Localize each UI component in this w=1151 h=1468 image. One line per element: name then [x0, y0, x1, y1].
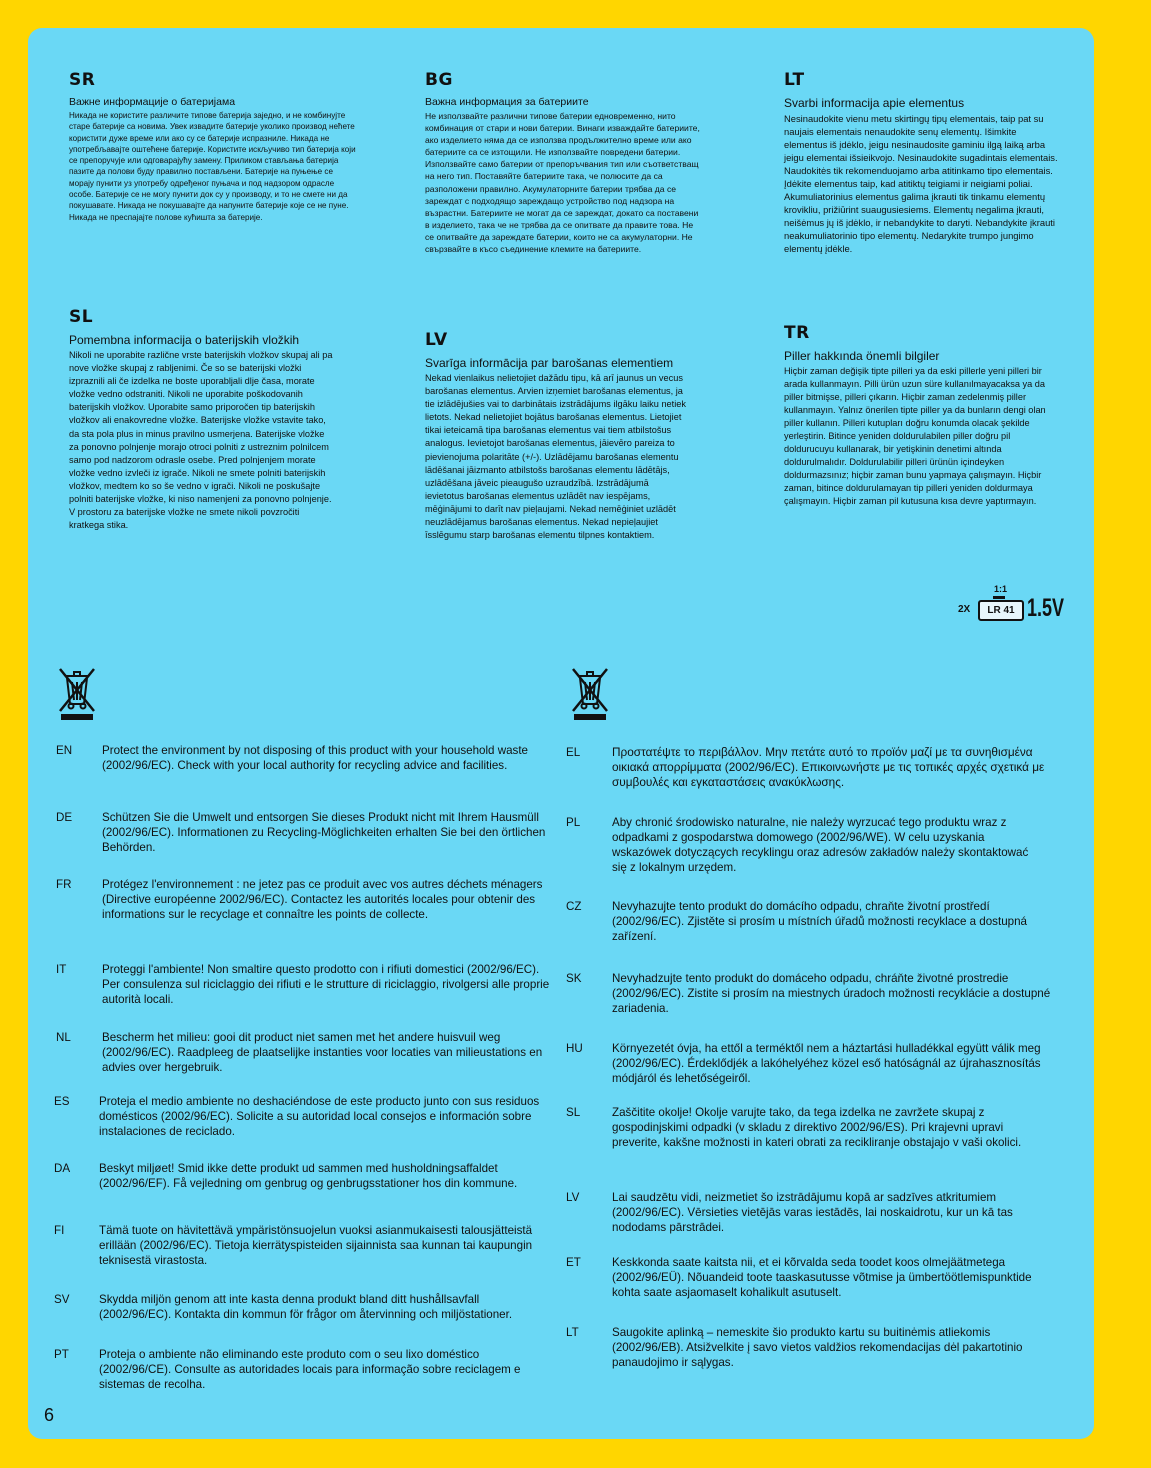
disposal-item-it — [56, 962, 550, 1007]
language-code: IT — [56, 963, 67, 976]
section-title: Важна информация за батериите — [425, 96, 589, 108]
disposal-item-de — [56, 810, 550, 855]
battery-scale: 1:1 — [994, 584, 1008, 594]
language-code: SV — [54, 1293, 70, 1306]
battery-icon — [978, 600, 1024, 621]
language-code: FI — [54, 1224, 65, 1237]
section-code: SR — [69, 70, 96, 90]
section-code: BG — [425, 70, 453, 90]
section-body: Nikoli ne uporabite različne vrste baterijskih vložkov skupaj ali pa nove vložke skupaj z rabljenimi. Če so se baterijski vložki izpraznili ali če izdelka ne boste uporabljali dlje časa, morate vložke vedno odstraniti. Nikoli ne uporabite poškodovanih baterijskih vložkov. Uporabite samo priporočen tip baterijskih vložkov ali enakovredne vložke. Baterijske vložke vstavite tako, da sta pola plus in minus pravilno usmerjena. Baterijske vložke za ponovno polnjenje morajo otroci polniti z ustreznim polnilcem samo pod nadzorom odrasle osebe. Pred polnjenjem morate vložke vedno izvleči iz igrače. Nikoli ne smete polniti baterijskih vložkov, medtem ko so še vedno v igrači. Nikoli ne poskušajte polniti baterijske vložke, ki niso namenjeni za ponovno polnjenje. V prostoru za baterijske vložke ne smete nikoli povzročiti kratkega stika. — [69, 350, 333, 531]
disposal-item-sk — [566, 971, 1052, 1016]
disposal-text: Protégez l'environnement : ne jetez pas ce produit avec vos autres déchets ménagers (Directive européenne 2002/96/EC). Contactez les autorités locales pour obtenir des informations sur le recyclage et connaître les points de collecte. — [102, 878, 543, 921]
disposal-item-lv — [566, 1190, 1060, 1235]
battery-section-tr — [784, 323, 1060, 508]
language-code: HU — [566, 1042, 583, 1055]
language-code: FR — [56, 878, 72, 891]
battery-section-lt — [784, 70, 1060, 255]
language-code: ET — [566, 1256, 581, 1269]
language-code: EN — [56, 744, 73, 757]
language-code: DE — [56, 811, 73, 824]
battery-section-sl — [69, 307, 333, 532]
disposal-text: Proteja el medio ambiente no deshaciéndose de este producto junto con sus residuos domésticos (2002/96/EC). Solicite a su autoridad local consejos e información sobre instalaciones de reciclado. — [99, 1095, 540, 1138]
language-code: LT — [566, 1326, 579, 1339]
disposal-text: Nevyhadzujte tento produkt do domáceho odpadu, chráňte životné prostredie (2002/96/EC). Zistite si prosím na miestnych úradoch možnosti recyklácie a dostupné zariadenia. — [612, 972, 1051, 1015]
disposal-text: Bescherm het milieu: gooi dit product niet samen met het andere huisvuil weg (2002/96/EC). Raadpleeg de plaatselijke instanties voor locaties van milieustations en advies over hergebruik. — [102, 1031, 543, 1074]
battery-terminal — [993, 596, 1005, 599]
language-code: SL — [566, 1106, 581, 1119]
disposal-text: Beskyt miljøet! Smid ikke dette produkt ud sammen med husholdningsaffaldet (2002/96/EF). Få vejledning om genbrug og genbrugsstationer hos din kommune. — [99, 1162, 518, 1190]
disposal-item-hu — [566, 1041, 1060, 1086]
section-code: SL — [69, 307, 94, 327]
section-body: Nekad vienlaikus nelietojiet dažādu tipu, kā arī jaunus un vecus barošanas elementus. Arvien izņemiet barošanas elementus, ja tie izlādējušies vai to darbinātais izstrādājums ilgāku laiku netiek lietots. Nekad nelietojiet bojātus barošanas elementus. Lietojiet tikai ieteicamā tipa barošanas elementus vai tiem atbilstošus analogus. Ievietojot barošanas elementus, jāievēro pareiza to pievienojuma polaritāte (+/-). Uzlādējamu barošanas elementu lādēšanai jāizmanto atbilstošs barošanas elementu lādētājs, uzlādēšana jāveic pieaugušo uzraudzībā. Izstrādājumā ievietotus barošanas elementus uzlādēt nav iespējams, mēģinājumi to darīt nav pieļaujami. Nekad nemēģiniet uzlādēt neuzlādējamus barošanas elementus. Nekad nepieļaujiet īsslēgumu starp barošanas elementu tilpnes kontaktiem. — [425, 373, 686, 541]
disposal-item-sv — [54, 1292, 547, 1322]
language-code: ES — [54, 1095, 70, 1108]
disposal-text: Schützen Sie die Umwelt und entsorgen Sie dieses Produkt nicht mit Ihrem Hausmüll (2002/96/EC). Informationen zu Recycling-Möglichkeiten erhalten Sie bei den örtlichen Behörden. — [102, 811, 546, 854]
disposal-text: Skydda miljön genom att inte kasta denna produkt bland ditt hushållsavfall (2002/96/EC). Kontakta din kommun för frågor om återvinning och miljöstationer. — [99, 1293, 513, 1321]
battery-type: LR 41 — [987, 605, 1015, 616]
language-code: SK — [566, 972, 582, 985]
section-title: Важне информације о батеријама — [69, 96, 236, 108]
section-code: LV — [425, 330, 448, 350]
section-body: Никада не користите различите типове батерија заједно, и не комбинујте старе батерије са новима. Увек извадите батерије уколико производ нећете користити дуже време или ако су се батерије испразниле. Никада не употребљавајте оштећене батерије. Користите искључиво тип батерија који се препоручује или одговарајућу замену. Приликом стављања батерија пазите да полови буду правилно постављени. Батерије на пуњење се морају пунити уз употребу одређеног пуњача и под надзором одрасле особе. Батерије се не могу пунити док су у производу, и то не смете ни да покушавате. Никада не покушавајте да напуните батерије које се не пуне. Никада не преспајајте полове кућишта за батерије. — [69, 111, 356, 222]
section-title: Svarīga informācija par barošanas elementiem — [425, 356, 674, 370]
language-code: NL — [56, 1031, 71, 1044]
disposal-text: Proteja o ambiente não eliminando este produto com o seu lixo doméstico (2002/96/CE). Consulte as autoridades locais para informação sobre reciclagem e sistemas de recolha. — [99, 1348, 521, 1391]
disposal-text: Lai saudzētu vidi, neizmetiet šo izstrādājumu kopā ar sadzīves atkritumiem (2002/96/EC). Vērsieties vietējās varas iestādēs, lai noskaidrotu, kur un kā tas nododams pārstrādei. — [612, 1191, 1013, 1234]
battery-voltage: 1.5V — [1027, 594, 1065, 622]
crossed-bin-icon — [57, 666, 97, 722]
section-body: Не използвайте различни типове батерии едновременно, нито комбинация от стари и нови батерии. Винаги изваждайте батериите, ако изделието няма да се използва продължително време или ако батериите са се изтощили. Не използвайте повредени батерии. Използвайте само батерии от препоръчвания тип или съответстващ на него тип. Поставяйте батериите така, че полюсите да са разположени правилно. Акумулаторните батерии трябва да се зареждат с подходящо зареждащо устройство под надзора на възрастни. Батериите не могат да се зареждат, докато са поставени в изделието, така че не трябва да се опитвате да правите това. Не се опитвайте да зареждате батерии, които не са акумулаторни. Не свързвайте в късо съединение клемите на батериите. — [425, 111, 700, 255]
disposal-text: Proteggi l'ambiente! Non smaltire questo prodotto con i rifiuti domestici (2002/96/EC). Per consulenza sul riciclaggio dei rifiuti e le strutture di riciclaggio, rivolgersi alle proprie autorità locali. — [102, 963, 550, 1006]
section-code: LT — [784, 70, 805, 90]
section-title: Pomembna informacija o baterijskih vložkih — [69, 333, 300, 347]
language-code: PL — [566, 816, 581, 829]
battery-section-bg — [425, 70, 703, 255]
disposal-text: Προστατέψτε το περιβάλλον. Μην πετάτε αυτό το προϊόν μαζί με τα συνηθισμένα οικιακά απορρίμματα (2002/96/EC). Επικοινωνήστε με τις τοπικές αρχές σχετικά με συμβουλές και εγκαταστάσεις ανακύκλωσης. — [612, 745, 1045, 789]
disposal-item-nl — [56, 1030, 550, 1075]
language-code: PT — [54, 1348, 69, 1361]
disposal-item-da — [54, 1161, 547, 1191]
section-body: Nesinaudokite vienu metu skirtingų tipų elementais, taip pat su naujais elementais nenaudokite senų elementų. Išimkite elementus iš įdėklo, jeigu nesinaudosite gaminiu ilgą laiką arba jeigu elementai išsieikvojo. Nesinaudokite sugadintais elementais. Naudokitės tik rekomenduojamo arba atitinkamo tipo elementais. Įdėkite elementus taip, kad atitiktų teigiami ir neigiami poliai. Akumuliatorinius elementus galima įkrauti tik tinkamu elementų krovikliu, prižiūrint suaugusiesiems. Elementų negalima įkrauti, neišėmus jų iš įdėklo, ir nebandykite to daryti. Nebandykite įkrauti neakumuliatorinio tipo elementų. Nedarykite trumpo jungimo elementų įdėkle. — [784, 113, 1058, 254]
disposal-item-pl — [566, 815, 1032, 875]
section-body: Hiçbir zaman değişik tipte pilleri ya da eski pillerle yeni pilleri bir arada kullanmayın. Pilli ürün uzun süre kullanılmayacaksa ya da piller bitmişse, pilleri çıkarın. Hiçbir zaman zedelenmiş piller kullanmayın. Yalnız önerilen tipte piller ya da bunların dengi olan piller kullanın. Pilleri kutupları doğru konumda olacak şekilde yerleştirin. Bitince yeniden doldurulabilen piller doğru pil doldurucuyu kullanarak, bir yetişkinin denetimi altında doldurulmalıdır. Doldurulabilir pilleri ürünün içindeyken doldurmazsınız; hiçbir zaman bunu yapmaya çalışmayın. Hiçbir zaman, bitince doldurulamayan tip pilleri yeniden doldurmaya çalışmayın. Hiçbir zaman pil kutusuna kısa devre yaptırmayın. — [784, 366, 1046, 506]
disposal-item-el — [566, 745, 1060, 790]
disposal-text: Protect the environment by not disposing of this product with your household waste (2002/96/EC). Check with your local authority for recycling advice and facilities. — [102, 744, 528, 772]
disposal-text: Tämä tuote on hävitettävä ympäristönsuojelun vuoksi asianmukaisesti talousjätteistä erillään (2002/96/EC). Tietoja kierrätyspisteiden sijainnista saa kunnan tai kaupungin teknisestä virastosta. — [99, 1224, 533, 1267]
language-code: CZ — [566, 900, 582, 913]
crossed-bin-icon — [570, 666, 610, 722]
language-code: EL — [566, 746, 581, 759]
disposal-text: Nevyhazujte tento produkt do domácího odpadu, chraňte životní prostředí (2002/96/EC). Zjistěte si prosím u místních úřadů možnosti recyklace a dostupná zařízení. — [612, 900, 1027, 943]
disposal-text: Környezetét óvja, ha ettől a terméktől nem a háztartási hulladékkal együtt válik meg (2002/96/EC). Érdeklődjék a lakóhelyéhez közel eső hatóságnál az újrahasznosítás módjáról és lehetőségeiről. — [612, 1042, 1041, 1085]
disposal-item-pt — [54, 1347, 547, 1392]
disposal-item-en — [56, 743, 550, 773]
disposal-item-fr — [56, 877, 550, 922]
section-title: Svarbi informacija apie elementus — [784, 96, 965, 110]
disposal-item-es — [54, 1094, 547, 1139]
language-code: LV — [566, 1191, 580, 1204]
disposal-text: Saugokite aplinką – nemeskite šio produkto kartu su buitinėmis atliekomis (2002/96/EB). Atsižvelkite į savo vietos valdžios rekomendacijas dėl pakartotinio panaudojimo ir sąlygas. — [612, 1326, 1023, 1369]
disposal-item-cz — [566, 899, 1060, 944]
disposal-item-fi — [54, 1223, 547, 1268]
disposal-item-sl — [566, 1105, 1052, 1150]
page-number: 6 — [44, 1405, 55, 1425]
disposal-text: Zaščitite okolje! Okolje varujte tako, da tega izdelka ne zavržete skupaj z gospodinjskimi odpadki (v skladu z direktivo 2002/96/ES). Pri krajevni upravi preverite, kakšne možnosti in kateri obrati za recikliranje obstajajo v vaši okolici. — [612, 1106, 1022, 1149]
disposal-item-et — [566, 1255, 1052, 1300]
section-title: Piller hakkında önemli bilgiler — [784, 349, 940, 363]
disposal-item-lt — [566, 1325, 1060, 1370]
section-code: TR — [784, 323, 810, 343]
battery-section-lv — [425, 330, 687, 542]
disposal-text: Keskkonda saate kaitsta nii, et ei kõrvalda seda toodet koos olmejäätmetega (2002/96/EÜ). Nõuandeid toote taaskasutusse võtmise ja ümbertöötlemispunktide kohta saate asjaomaselt kohalikult asutuselt. — [612, 1256, 1032, 1299]
battery-section-sr — [69, 70, 359, 223]
language-code: DA — [54, 1162, 71, 1175]
battery-quantity: 2X — [958, 604, 971, 615]
disposal-text: Aby chronić środowisko naturalne, nie należy wyrzucać tego produktu wraz z odpadkami z gospodarstwa domowego (2002/96/WE). W celu uzyskania wskazówek dotyczących recyklingu oraz adresów zakładów należy skontaktować się z lokalnym urzędem. — [612, 816, 1029, 874]
